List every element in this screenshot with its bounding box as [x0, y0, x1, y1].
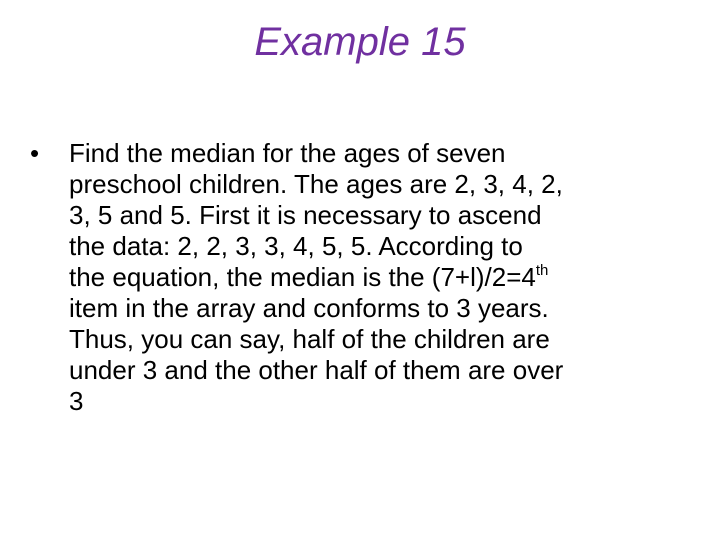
body-line-5 [69, 262, 709, 293]
ordinal-superscript: th [535, 262, 549, 279]
bullet-text [69, 138, 709, 417]
body-line-8: under 3 and the other half of them are over [69, 355, 564, 385]
body-line-9: 3 [69, 386, 84, 416]
body-line-5-text: the equation, the median is the (7+l)/2=4 [69, 262, 536, 292]
bullet-icon: • [30, 138, 40, 168]
body-line-1: Find the median for the ages of seven [69, 138, 506, 168]
body-line-2: preschool children. The ages are 2, 3, 4, 2, [69, 169, 563, 199]
body-line-7: Thus, you can say, half of the children are [69, 324, 550, 354]
body-line-3: 3, 5 and 5. First it is necessary to ascend [69, 200, 542, 230]
body-line-4: the data: 2, 2, 3, 3, 4, 5, 5. According to [69, 231, 523, 261]
slide-title: Example 15 [254, 20, 466, 64]
body-line-6: item in the array and conforms to 3 years. [69, 293, 549, 323]
